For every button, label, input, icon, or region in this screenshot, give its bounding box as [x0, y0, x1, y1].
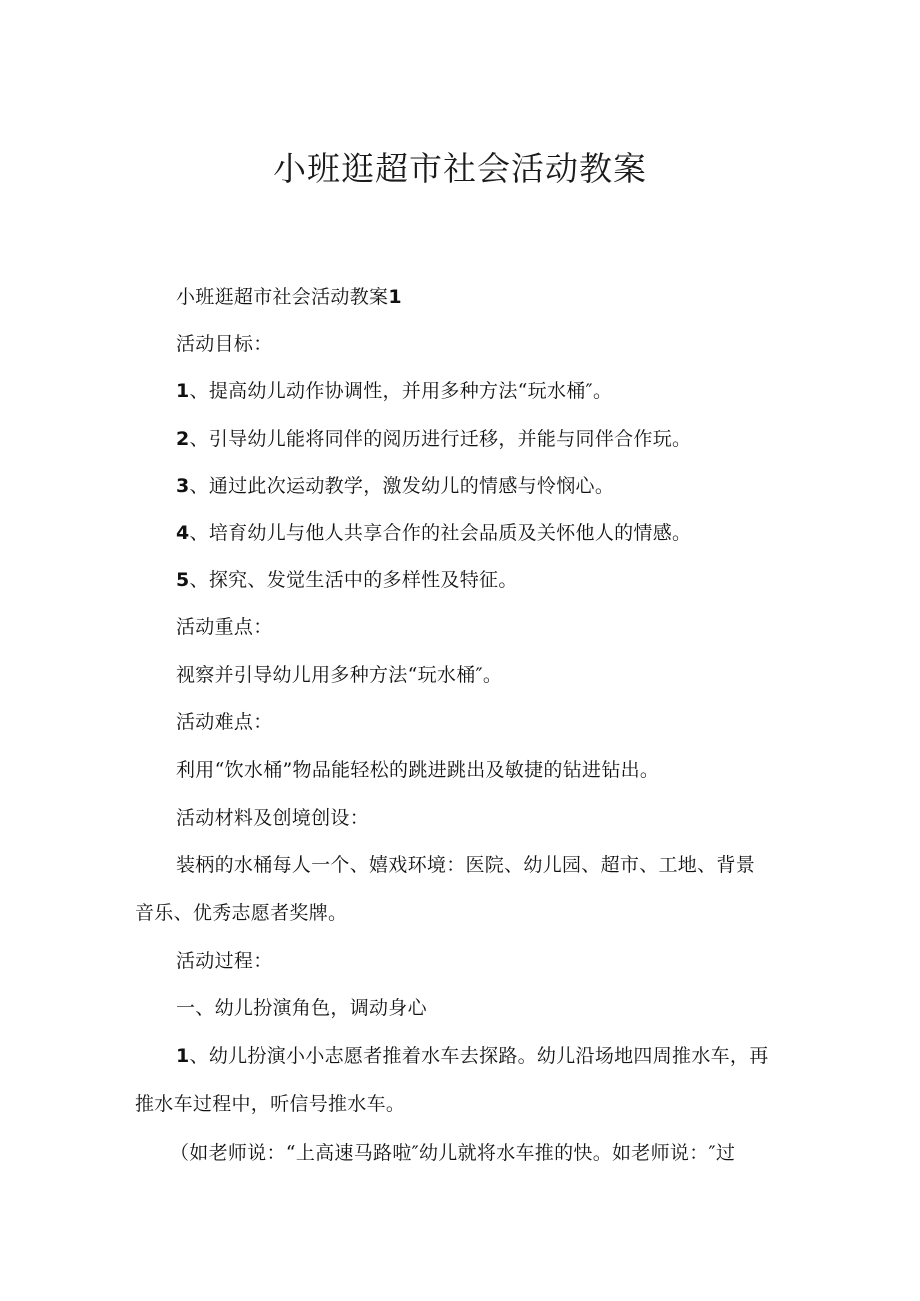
- list-number: 3: [176, 475, 190, 497]
- line-text: 活动难点：: [176, 711, 273, 733]
- line-text: 、通过此次运动教学，激发幼儿的情感与怜悯心。: [189, 475, 615, 497]
- paragraph-line: [176, 755, 659, 785]
- list-number: 5: [176, 569, 190, 591]
- paragraph-line: [135, 898, 347, 928]
- line-text: 活动材料及创境创设：: [176, 807, 370, 829]
- line-text: 、幼儿扮演小小志愿者推着水车去探路。幼儿沿场地四周推水车，再: [189, 1045, 769, 1067]
- line-text: 、培育幼儿与他人共享合作的社会品质及关怀他人的情感。: [189, 522, 692, 544]
- list-number: 1: [176, 380, 190, 402]
- list-number: 4: [176, 522, 190, 544]
- list-number: 2: [176, 428, 190, 450]
- paragraph-line: [176, 329, 273, 359]
- line-text: 小班逛超市社会活动教案: [176, 286, 389, 308]
- section-number: 1: [388, 286, 402, 308]
- paragraph-line: [176, 850, 755, 880]
- paragraph-line: [176, 993, 427, 1023]
- list-item: [176, 1041, 769, 1071]
- line-text: 装柄的水桶每人一个、嬉戏环境：医院、幼儿园、超市、工地、背景: [176, 854, 756, 876]
- list-item: [176, 376, 612, 406]
- line-text: 视察并引导幼儿用多种方法“玩水桶″。: [176, 664, 503, 686]
- line-text: 活动目标：: [176, 333, 273, 355]
- line-text: 、提高幼儿动作协调性，并用多种方法“玩水桶″。: [189, 380, 613, 402]
- paragraph-line: [176, 707, 273, 737]
- line-text: 活动过程：: [176, 950, 273, 972]
- paragraph-line: [176, 803, 369, 833]
- paragraph-line: [176, 660, 502, 690]
- paragraph-line: [176, 612, 273, 642]
- list-item: [176, 471, 614, 501]
- line-text: 推水车过程中，听信号推水车。: [135, 1093, 406, 1115]
- paragraph-line: [135, 1089, 405, 1119]
- line-text: 、引导幼儿能将同伴的阅历进行迁移，并能与同伴合作玩。: [189, 428, 692, 450]
- line-text: 、探究、发觉生活中的多样性及特征。: [189, 569, 518, 591]
- list-item: [176, 424, 691, 454]
- line-text: 利用“饮水桶”物品能轻松的跳进跳出及敏捷的钻进钻出。: [176, 759, 660, 781]
- list-number: 1: [176, 1045, 190, 1067]
- document-title: 小班逛超市社会活动教案: [273, 149, 647, 188]
- paragraph-line: [176, 946, 273, 976]
- line-text: 音乐、优秀志愿者奖牌。: [135, 902, 348, 924]
- line-text: （如老师说：“上高速马路啦″幼儿就将水车推的快。如老师说：″过: [170, 1142, 736, 1164]
- line-text: 一、幼儿扮演角色，调动身心: [176, 997, 427, 1019]
- list-item: [176, 518, 691, 548]
- line-text: 活动重点：: [176, 616, 273, 638]
- section-heading: [176, 282, 402, 312]
- paragraph-line: [170, 1138, 735, 1168]
- list-item: [176, 565, 518, 595]
